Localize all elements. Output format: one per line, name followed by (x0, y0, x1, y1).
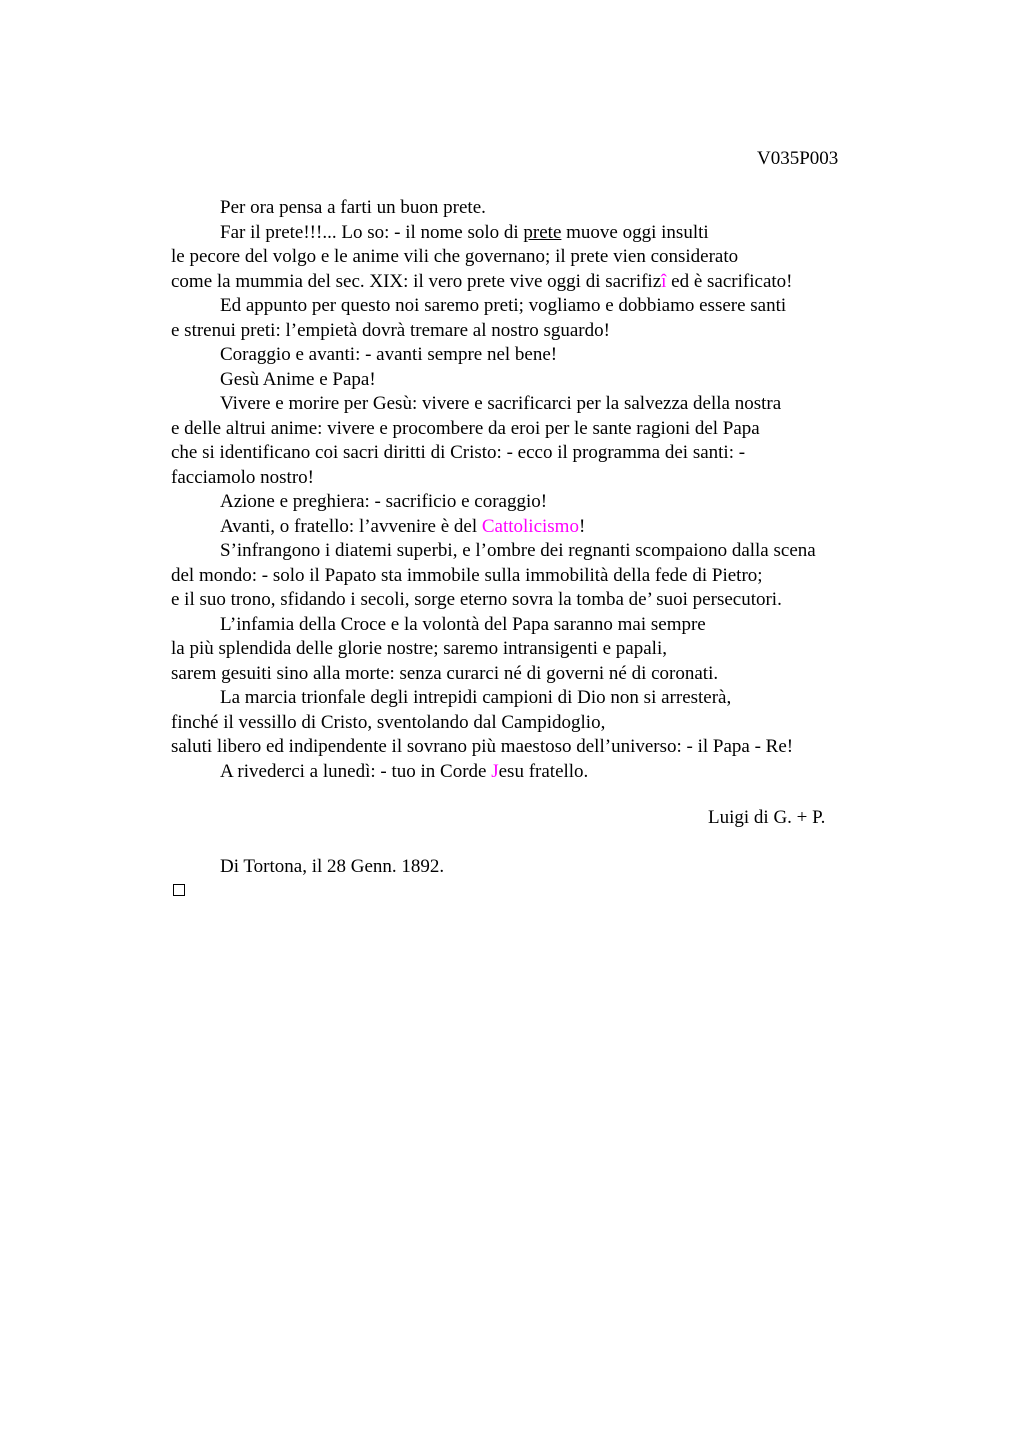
paragraph-line: Gesù Anime e Papa! (220, 368, 376, 390)
paragraph-line: e delle altrui anime: vivere e procombere da eroi per le sante ragioni del Papa (171, 417, 760, 439)
paragraph-line: S’infrangono i diatemi superbi, e l’ombre dei regnanti scompaiono dalla scena (220, 540, 816, 561)
paragraph-line: come la mummia del sec. XIX: il vero prete vive oggi di sacrifizî ed è sacrificato! (171, 270, 793, 292)
paragraph-line: la più splendida delle glorie nostre; saremo intransigenti e papali, (171, 638, 667, 659)
highlighted-char: J (491, 760, 499, 782)
paragraph-line: Per ora pensa a farti un buon prete. (220, 197, 486, 218)
highlighted-word: Cattolicismo (481, 515, 579, 537)
paragraph-line: facciamolo nostro! (171, 466, 314, 488)
paragraph-line: Ed appunto per questo noi saremo preti; vogliamo e dobbiamo essere santi (220, 295, 787, 316)
paragraph-line: saluti libero ed indipendente il sovrano più maestoso dell’universo: - il Papa - Re! (171, 736, 794, 757)
paragraph-line: Avanti, o fratello: l’avvenire è del Cattolicismo! (220, 515, 586, 537)
date-line: Di Tortona, il 28 Genn. 1892. (220, 856, 445, 877)
paragraph-line: Vivere e morire per Gesù: vivere e sacrificarci per la salvezza della nostra (220, 393, 782, 414)
underlined-word: prete (523, 221, 562, 243)
paragraph-line: La marcia trionfale degli intrepidi campioni di Dio non si arresterà, (220, 687, 732, 708)
paragraph-line: del mondo: - solo il Papato sta immobile sulla immobilità della fede di Pietro; (171, 564, 763, 586)
paragraph-line: Far il prete!!!... Lo so: - il nome solo di prete muove oggi insulti (220, 221, 709, 243)
paragraph-line: Coraggio e avanti: - avanti sempre nel bene! (220, 344, 558, 365)
paragraph-line: Azione e preghiera: - sacrificio e coraggio! (220, 491, 548, 512)
highlighted-char: î (661, 270, 667, 292)
end-marker-box (173, 884, 185, 896)
page-id: V035P003 (757, 148, 839, 169)
paragraph-line: sarem gesuiti sino alla morte: senza curarci né di governi né di coronati. (171, 662, 719, 684)
paragraph-line: A rivederci a lunedì: - tuo in Corde Jesu fratello. (220, 760, 589, 782)
paragraph-line: che si identificano coi sacri diritti di Cristo: - ecco il programma dei santi: - (171, 442, 746, 463)
paragraph-line: L’infamia della Croce e la volontà del Papa saranno mai sempre (220, 613, 706, 635)
paragraph-line: finché il vessillo di Cristo, sventolando dal Campidoglio, (171, 711, 606, 733)
signature: Luigi di G. + P. (708, 807, 826, 828)
letter-body (171, 196, 931, 784)
paragraph-line: le pecore del volgo e le anime vili che governano; il prete vien considerato (171, 246, 739, 267)
paragraph-line: e il suo trono, sfidando i secoli, sorge eterno sovra la tomba de’ suoi persecutori. (171, 589, 782, 610)
paragraph-line: e strenui preti: l’empietà dovrà tremare al nostro sguardo! (171, 319, 610, 341)
